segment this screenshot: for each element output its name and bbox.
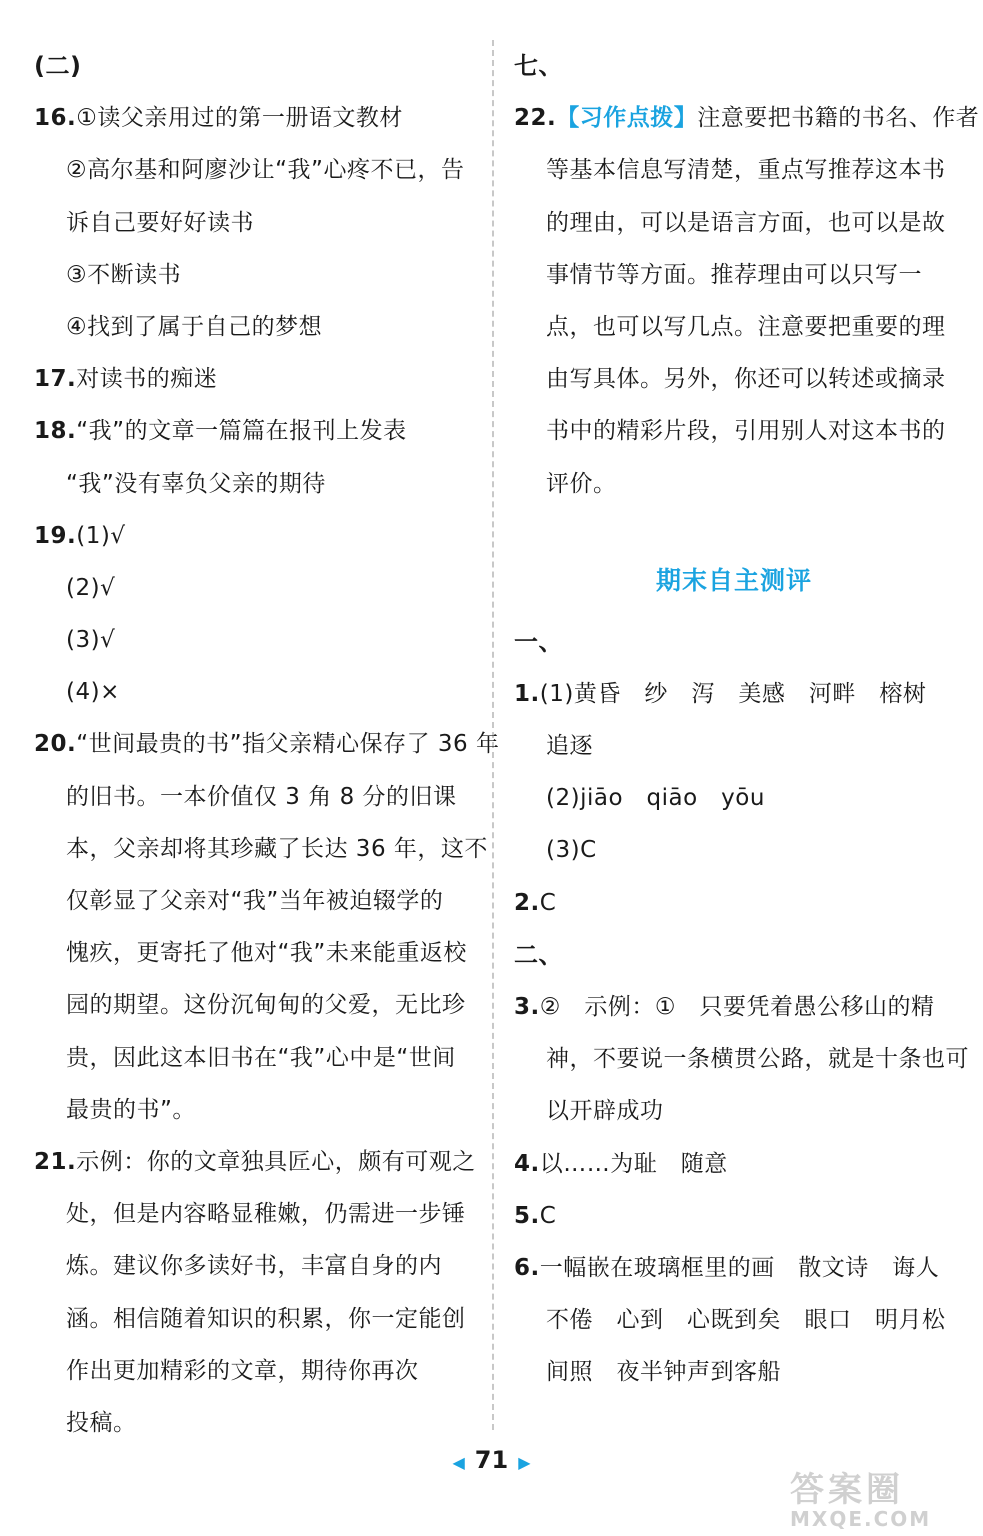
part-heading: 二、 — [514, 940, 563, 969]
answer-3: 3.② 示例：① 只要凭着愚公移山的精 — [514, 994, 935, 1020]
answer-line: 的理由，可以是语言方面，也可以是故 — [546, 209, 946, 236]
answer-line: ②高尔基和阿廖沙让“我”心疼不已，告 — [66, 157, 465, 184]
question-number: 22. — [514, 105, 557, 132]
section-title: 期末自主测评 — [655, 565, 812, 595]
question-number: 16. — [34, 105, 77, 132]
question-number: 5. — [514, 1202, 540, 1229]
answer-line: 不倦 心到 心既到矣 眼口 明月松 — [546, 1307, 946, 1334]
question-number: 18. — [34, 418, 77, 445]
answer-line: 神，不要说一条横贯公路，就是十条也可 — [546, 1046, 969, 1073]
right-column — [514, 40, 980, 1399]
watermark-text: 答案圈 — [790, 1470, 904, 1510]
answer-line: 愧疚，更寄托了他对“我”未来能重返校 — [66, 940, 467, 967]
answer-line: 评价。 — [546, 470, 617, 497]
question-number: 20. — [34, 731, 77, 758]
answer-21: 21.示例：你的文章独具匠心，颇有可观之 — [34, 1148, 476, 1175]
section-heading: 七、 — [514, 52, 563, 80]
answer-line: 点，也可以写几点。注意要把重要的理 — [546, 313, 946, 340]
answer-line: 本，父亲却将其珍藏了长达 36 年，这不 — [66, 835, 488, 862]
question-number: 21. — [34, 1148, 77, 1175]
answer-line: “我”没有辜负父亲的期待 — [66, 470, 326, 497]
question-number: 1. — [514, 680, 540, 707]
answer-line: 最贵的书”。 — [66, 1096, 196, 1123]
answer-line: 处，但是内容略显稚嫩，仍需进一步锤 — [66, 1201, 466, 1228]
question-number: 17. — [34, 366, 77, 393]
answer-4: 4.以……为耻 随意 — [514, 1150, 728, 1177]
tip-tag: 【习作点拨】 — [556, 105, 698, 132]
answer-line: 事情节等方面。推荐理由可以只写一 — [546, 261, 922, 288]
arrow-left-icon: ◀ — [452, 1453, 465, 1472]
answer-line: 书中的精彩片段，引用别人对这本书的 — [546, 418, 946, 445]
question-number: 3. — [514, 994, 540, 1020]
answer-6: 6.一幅嵌在玻璃框里的画 散文诗 诲人 — [514, 1254, 940, 1281]
answer-line: 炼。建议你多读好书，丰富自身的内 — [66, 1253, 442, 1280]
question-number: 19. — [34, 522, 77, 549]
answer-line: 诉自己要好好读书 — [66, 209, 254, 236]
page-number-text: 71 — [474, 1446, 509, 1474]
answer-line: ③不断读书 — [66, 261, 182, 288]
arrow-right-icon: ▶ — [518, 1453, 531, 1472]
question-number: 6. — [514, 1254, 540, 1281]
answer-line: 等基本信息写清楚，重点写推荐这本书 — [546, 157, 946, 184]
answer-line: 投稿。 — [66, 1409, 137, 1436]
answer-line: 由写具体。另外，你还可以转述或摘录 — [546, 366, 946, 393]
answer-line: 园的期望。这份沉甸甸的父爱，无比珍 — [66, 992, 466, 1019]
answer-line: 的旧书。一本价值仅 3 角 8 分的旧课 — [66, 783, 457, 810]
watermark-url: MXQE.COM — [790, 1507, 932, 1531]
answer-5: 5.C — [514, 1202, 557, 1229]
answer-line: (2)jiāo qiāo yōu — [546, 785, 765, 812]
answer-line: ④找到了属于自己的梦想 — [66, 313, 323, 340]
left-column — [34, 40, 500, 1449]
answer-2: 2.C — [514, 889, 557, 916]
answer-line: 仅彰显了父亲对“我”当年被迫辍学的 — [66, 888, 444, 914]
answer-20: 20.“世间最贵的书”指父亲精心保存了 36 年 — [34, 731, 500, 758]
answer-line: (3)√ — [66, 627, 116, 654]
answer-line: (3)C — [546, 837, 597, 864]
answer-19: 19.(1)√ — [34, 522, 126, 549]
answer-line: 间照 夜半钟声到客船 — [546, 1359, 781, 1386]
part-heading: 一、 — [514, 627, 563, 656]
answer-1: 1.(1)黄昏 纱 泻 美感 河畔 榕树 — [514, 680, 927, 707]
answer-line: (2)√ — [66, 574, 116, 601]
answer-line: 追逐 — [546, 733, 593, 760]
answer-22: 22.【习作点拨】注意要把书籍的书名、作者 — [514, 105, 980, 132]
answer-line: (4)× — [66, 679, 120, 706]
question-number: 4. — [514, 1150, 540, 1177]
answer-line: 作出更加精彩的文章，期待你再次 — [66, 1357, 419, 1384]
spacer — [514, 510, 954, 546]
answer-line: 贵，因此这本旧书在“我”心中是“世间 — [66, 1044, 456, 1071]
answer-line: 涵。相信随着知识的积累，你一定能创 — [66, 1305, 466, 1332]
watermark-logo — [790, 1472, 970, 1532]
answer-16: 16.①读父亲用过的第一册语文教材 — [34, 105, 403, 132]
question-number: 2. — [514, 889, 540, 916]
answer-line: 以开辟成功 — [546, 1098, 664, 1125]
answer-17: 17.对读书的痴迷 — [34, 366, 218, 393]
section-heading: (二) — [34, 52, 82, 80]
answer-18: 18.“我”的文章一篇篇在报刊上发表 — [34, 418, 407, 445]
